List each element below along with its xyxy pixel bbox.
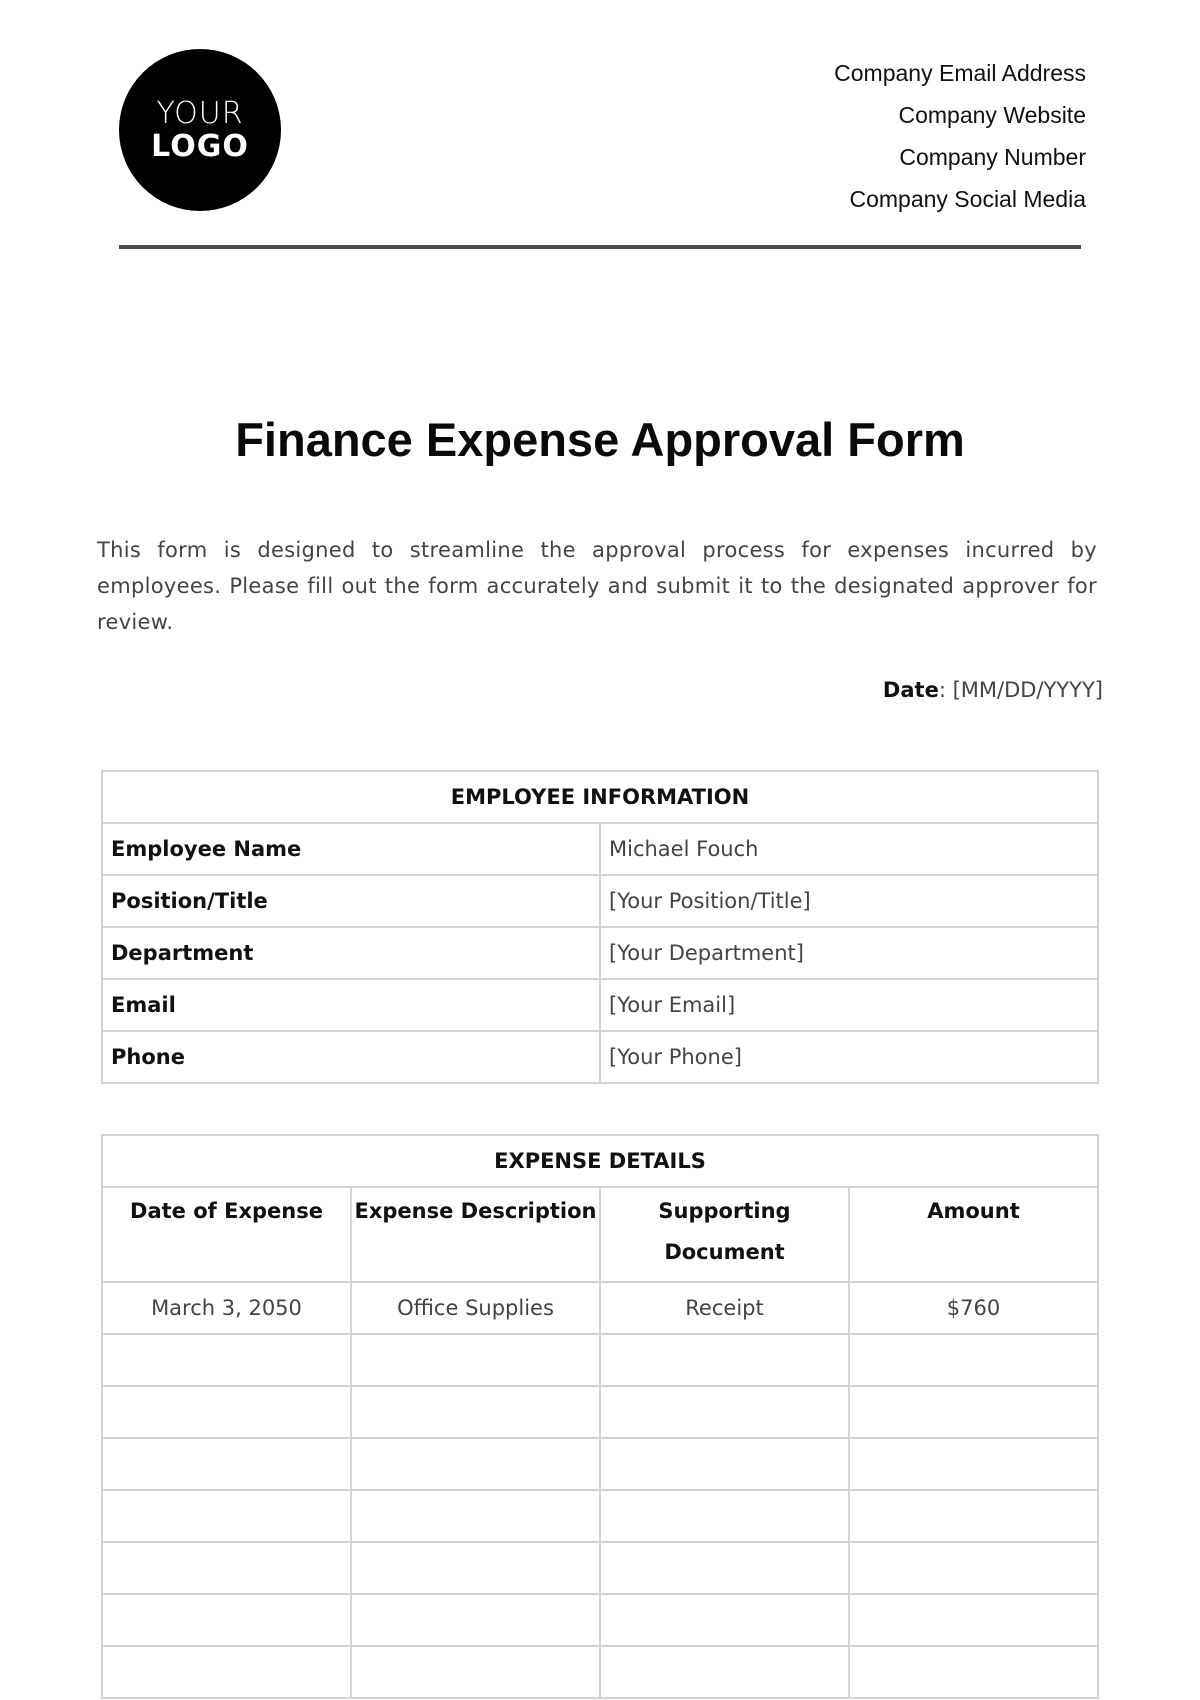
table-row xyxy=(102,1646,1098,1698)
intro-paragraph: This form is designed to streamline the approval process for expenses incurred by employees. Please fill out the form accurately and submit it to the designated approver for review. xyxy=(97,538,1097,634)
amount-cell[interactable] xyxy=(849,1542,1098,1594)
department-value[interactable]: [Your Department] xyxy=(600,927,1098,979)
amount-cell[interactable] xyxy=(849,1646,1098,1698)
company-social-media: Company Social Media xyxy=(849,186,1086,212)
amount-cell[interactable] xyxy=(849,1490,1098,1542)
expense-date-cell[interactable] xyxy=(102,1334,351,1386)
logo-text-line2: LOGO xyxy=(151,128,249,164)
expense-description-cell[interactable] xyxy=(351,1438,600,1490)
supporting-document-cell[interactable] xyxy=(600,1594,849,1646)
expense-date-cell[interactable] xyxy=(102,1542,351,1594)
table-row xyxy=(102,1594,1098,1646)
logo-text-line1: YOUR xyxy=(156,95,244,131)
expense-date-cell[interactable]: March 3, 2050 xyxy=(102,1282,351,1334)
company-email: Company Email Address xyxy=(834,60,1086,86)
phone-value[interactable]: [Your Phone] xyxy=(600,1031,1098,1083)
table-row xyxy=(102,1542,1098,1594)
amount-cell[interactable] xyxy=(849,1334,1098,1386)
amount-cell[interactable] xyxy=(849,1594,1098,1646)
expense-description-cell[interactable] xyxy=(351,1490,600,1542)
table-row xyxy=(102,1490,1098,1542)
position-title-label: Position/Title xyxy=(102,875,600,927)
expense-description-cell[interactable] xyxy=(351,1594,600,1646)
table-row xyxy=(102,1031,1098,1083)
table-row xyxy=(102,875,1098,927)
table-row xyxy=(102,979,1098,1031)
supporting-document-cell[interactable] xyxy=(600,1490,849,1542)
company-contact-block xyxy=(834,52,1086,220)
supporting-document-cell[interactable] xyxy=(600,1438,849,1490)
expense-description-cell[interactable] xyxy=(351,1334,600,1386)
date-value[interactable]: : [MM/DD/YYYY] xyxy=(938,678,1103,702)
amount-cell[interactable] xyxy=(849,1438,1098,1490)
column-header-supporting-document: Supporting Document xyxy=(600,1187,849,1282)
supporting-document-cell[interactable]: Receipt xyxy=(600,1282,849,1334)
supporting-document-cell[interactable] xyxy=(600,1386,849,1438)
employee-information-heading: EMPLOYEE INFORMATION xyxy=(102,771,1098,823)
expense-date-cell[interactable] xyxy=(102,1490,351,1542)
amount-cell[interactable]: $760 xyxy=(849,1282,1098,1334)
expense-description-cell[interactable]: Office Supplies xyxy=(351,1282,600,1334)
company-website: Company Website xyxy=(898,102,1086,128)
table-row xyxy=(102,823,1098,875)
company-number: Company Number xyxy=(899,144,1086,170)
supporting-document-cell[interactable] xyxy=(600,1542,849,1594)
supporting-document-cell[interactable] xyxy=(600,1646,849,1698)
expense-details-table xyxy=(101,1134,1099,1699)
company-logo xyxy=(119,49,281,211)
header-divider xyxy=(119,245,1081,249)
table-row xyxy=(102,1282,1098,1334)
expense-date-cell[interactable] xyxy=(102,1594,351,1646)
page-title: Finance Expense Approval Form xyxy=(235,413,965,466)
employee-name-label: Employee Name xyxy=(102,823,600,875)
column-header-amount: Amount xyxy=(849,1187,1098,1282)
expense-date-cell[interactable] xyxy=(102,1438,351,1490)
table-row xyxy=(102,927,1098,979)
email-value[interactable]: [Your Email] xyxy=(600,979,1098,1031)
expense-description-cell[interactable] xyxy=(351,1646,600,1698)
phone-label: Phone xyxy=(102,1031,600,1083)
expense-date-cell[interactable] xyxy=(102,1646,351,1698)
department-label: Department xyxy=(102,927,600,979)
column-header-date-of-expense: Date of Expense xyxy=(102,1187,351,1282)
employee-information-table xyxy=(101,770,1099,1084)
amount-cell[interactable] xyxy=(849,1386,1098,1438)
expense-description-cell[interactable] xyxy=(351,1386,600,1438)
employee-name-value[interactable]: Michael Fouch xyxy=(600,823,1098,875)
supporting-document-cell[interactable] xyxy=(600,1334,849,1386)
expense-date-cell[interactable] xyxy=(102,1386,351,1438)
expense-details-heading: EXPENSE DETAILS xyxy=(102,1135,1098,1187)
table-row xyxy=(102,1334,1098,1386)
expense-description-cell[interactable] xyxy=(351,1542,600,1594)
column-header-expense-description: Expense Description xyxy=(351,1187,600,1282)
date-label: Date xyxy=(882,678,939,702)
email-label: Email xyxy=(102,979,600,1031)
table-row xyxy=(102,1438,1098,1490)
date-line xyxy=(883,678,1103,702)
position-title-value[interactable]: [Your Position/Title] xyxy=(600,875,1098,927)
table-row xyxy=(102,1386,1098,1438)
